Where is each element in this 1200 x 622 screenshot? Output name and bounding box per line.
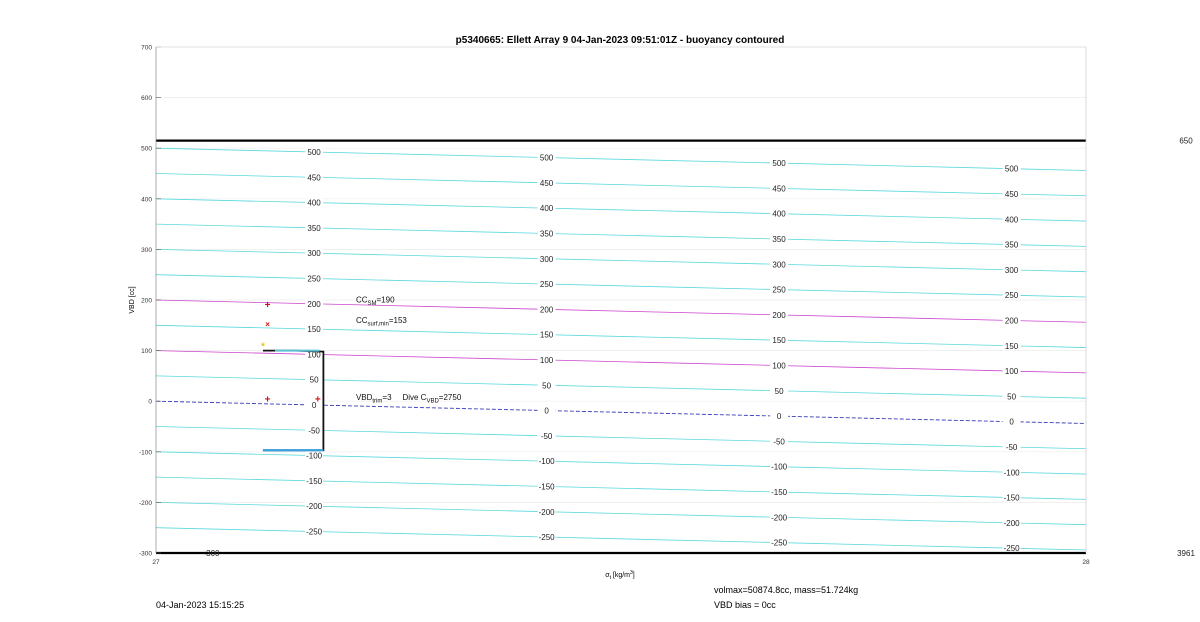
annotation-value: =2750 <box>438 393 462 403</box>
y-tick-label: 200 <box>141 297 152 305</box>
y-tick-label: 0 <box>148 398 152 406</box>
contour-label: 250 <box>772 285 786 295</box>
annotation-value: =190 <box>376 295 395 305</box>
contour-label: -150 <box>306 476 323 486</box>
contour-label: -100 <box>306 451 323 461</box>
contour-label: -150 <box>538 482 555 492</box>
contour-line <box>156 275 1086 297</box>
contour-label: 450 <box>539 178 554 188</box>
footer-volmax: volmax=50874.8cc, mass=51.724kg <box>714 585 859 595</box>
x-tick-label: 27 <box>152 559 160 566</box>
contour-label: 0 <box>544 406 549 416</box>
contour-label: 200 <box>539 305 554 315</box>
contour-label: 100 <box>539 355 554 365</box>
contour-label: 500 <box>772 159 786 169</box>
contour-label: 400 <box>772 209 786 219</box>
annotation-base: CC <box>355 315 368 325</box>
contour-line <box>156 502 1086 524</box>
contour-label: 400 <box>307 198 321 208</box>
annotation-base: VBD <box>355 393 373 403</box>
chart-text <box>129 35 784 581</box>
contour-label: 350 <box>539 229 554 239</box>
extra-label: -300 <box>203 549 220 558</box>
annotation-sub: SM <box>367 301 377 308</box>
contour-line <box>156 376 1086 398</box>
reference-line-label: 3961 <box>1177 549 1195 558</box>
y-tick-label: 300 <box>141 246 152 254</box>
contour-label: 100 <box>307 350 321 360</box>
y-tick-label: 600 <box>141 95 152 103</box>
y-tick-label: 700 <box>141 44 152 52</box>
contour-label: 500 <box>539 153 554 163</box>
contour-label: -150 <box>1003 493 1020 503</box>
contour-label: 350 <box>307 223 321 233</box>
contour-line <box>156 477 1086 499</box>
x-tick-label: 28 <box>1082 559 1090 566</box>
contour-label: 0 <box>1009 417 1014 427</box>
contour-label: -250 <box>1003 544 1020 554</box>
contour-label: 200 <box>772 310 786 320</box>
contour-label: 500 <box>1004 164 1019 174</box>
x-axis-label-main: σ <box>605 572 610 579</box>
annotation-base: Dive C <box>402 393 427 403</box>
contour-label: 0 <box>776 412 782 422</box>
contour-label: -250 <box>771 538 788 548</box>
contour-line <box>156 224 1086 246</box>
y-tick-label: 400 <box>141 196 152 204</box>
contour-label: 200 <box>307 299 321 309</box>
contour-label: 250 <box>539 280 554 290</box>
contour-label: 450 <box>1004 189 1019 199</box>
x-axis-label <box>605 570 635 581</box>
annotation-sub: surf,min <box>367 321 389 328</box>
grid-lines <box>156 47 1086 553</box>
x-axis-label-unit: [kg/m <box>610 572 631 579</box>
contour-line <box>156 351 1086 373</box>
annotation-value: =3 <box>382 393 392 403</box>
contour-label: -150 <box>771 488 788 498</box>
contour-label: 50 <box>542 381 552 391</box>
annotation-sub: VBD <box>426 398 439 405</box>
contour-label: 50 <box>1007 392 1017 402</box>
annotation-sub: trim <box>372 398 383 405</box>
contour-line <box>156 174 1086 196</box>
contour-line <box>156 528 1086 550</box>
contour-label: 0 <box>311 400 317 410</box>
contour-label: 50 <box>309 375 319 385</box>
contour-label: 300 <box>772 260 786 270</box>
contour-label: -50 <box>308 426 320 436</box>
chart-title: p5340665: Ellett Array 9 04-Jan-2023 09:51:01Z - buoyancy contoured <box>455 35 785 46</box>
contour-line <box>156 199 1086 221</box>
contour-line <box>156 452 1086 474</box>
contour-label: 200 <box>1004 316 1019 326</box>
contour-label: 350 <box>1004 240 1019 250</box>
y-tick-label: -200 <box>138 499 152 507</box>
annotation-cc_surf <box>356 316 407 328</box>
contour-label: 300 <box>539 254 554 264</box>
contour-label: 150 <box>772 336 786 346</box>
y-tick-label: -100 <box>138 449 152 457</box>
contour-line <box>156 427 1086 449</box>
y-tick-label: -300 <box>138 550 152 558</box>
marker: × <box>265 319 270 329</box>
footer-vbd-bias: VBD bias = 0cc <box>714 600 776 610</box>
contour-label: -200 <box>538 507 555 517</box>
contour-label: -100 <box>1003 468 1020 478</box>
y-axis-label: VBD [cc] <box>129 286 136 314</box>
contour-label: -100 <box>538 457 555 467</box>
marker: + <box>264 394 271 406</box>
contour-label: -200 <box>1003 518 1020 528</box>
contour-label: 250 <box>307 274 321 284</box>
y-tick-label: 500 <box>141 145 152 153</box>
x-axis-label-sub: t <box>609 575 611 581</box>
marker: + <box>314 394 321 406</box>
reference-line-label: 650 <box>1179 136 1193 146</box>
contour-label: 300 <box>1004 265 1019 275</box>
contour-label: 150 <box>307 325 321 335</box>
contour-label: -200 <box>771 513 788 523</box>
contour-label: 400 <box>1004 215 1019 225</box>
y-tick-label: 100 <box>141 348 152 356</box>
contour-label: -50 <box>1005 442 1018 452</box>
contour-label: -50 <box>773 437 785 447</box>
contour-label: 250 <box>1004 291 1019 301</box>
contour-label: 300 <box>307 249 321 259</box>
annotation-dive_c <box>402 393 461 405</box>
contour-label: 450 <box>772 184 786 194</box>
contour-label: -250 <box>538 533 555 543</box>
contour-label: 50 <box>774 386 784 396</box>
contour-label: 150 <box>1004 341 1019 351</box>
contour-label: -50 <box>540 431 553 441</box>
annotation-value: =153 <box>388 315 407 325</box>
contour-label: 450 <box>307 173 321 183</box>
contour-label: 150 <box>539 330 554 340</box>
x-axis-label-sup: 3 <box>630 570 633 576</box>
annotation-vbd_trim <box>356 393 392 405</box>
marker: + <box>264 300 271 312</box>
contour-label: 100 <box>1004 367 1019 377</box>
annotation-base: CC <box>355 295 368 305</box>
marker: * <box>260 341 265 353</box>
contour-label: -250 <box>306 527 323 537</box>
x-axis-label-end: ] <box>632 572 635 579</box>
contour-label: -200 <box>306 502 323 512</box>
contour-line <box>156 300 1086 322</box>
contour-label: 100 <box>772 361 786 371</box>
footer-timestamp: 04-Jan-2023 15:15:25 <box>156 600 245 610</box>
contour-line <box>156 249 1086 271</box>
contour-label: 400 <box>539 204 554 214</box>
contour-label: 350 <box>772 235 786 245</box>
contour-label: -100 <box>771 462 788 472</box>
contour-line <box>156 148 1086 170</box>
contour-line <box>156 325 1086 347</box>
contour-label: 500 <box>307 147 321 157</box>
